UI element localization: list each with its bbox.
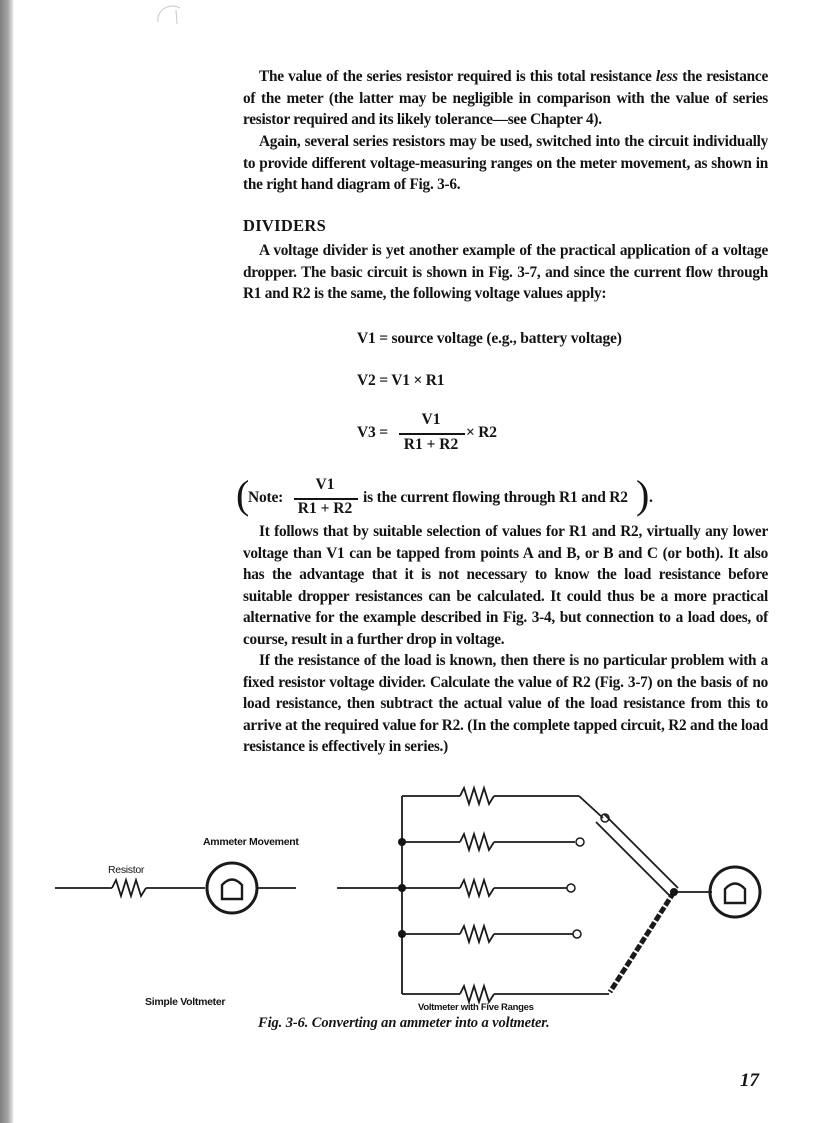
simple-voltmeter-circuit (55, 863, 296, 913)
note-close-paren: ) (636, 472, 650, 517)
paragraph-load-resistance: If the resistance of the load is known, then there is no particular problem with a fixed resistor voltage divider. Calculate the value of R2 (Fig. 3-7) on the basis of no load resistance, then subtract the actual value of the load resistance from this to arrive at the required value for R2. (In the complete tapped circuit, R2 and the load resistance is effectively in series.) (243, 652, 768, 756)
note-denominator: R1 + R2 (297, 500, 353, 517)
figure-3-6-circuits (0, 770, 816, 1010)
paragraph-selection-of-values: It follows that by suitable selection of values for R1 and R2, virtually any lower voltage than V1 can be tapped from points A and B, or B and C (or both). It also has the advantage that it is not necessary to know the load resistance before suitable dropper resistances can be calculated. It could thus be a more practical alternative for the example described in Fig. 3-4, but connection to a load does, of course, result in a further drop in voltage. (243, 523, 768, 648)
junction-dot (398, 930, 406, 938)
note-numerator: V1 (315, 476, 335, 493)
section-heading: DIVIDERS (243, 216, 327, 235)
figure-caption: Fig. 3-6. Converting an ammeter into a voltmeter. (258, 1015, 550, 1031)
equation-v3-denominator: R1 + R2 (403, 436, 459, 453)
five-range-voltmeter-circuit (337, 788, 760, 1002)
range-switch-wiper (610, 892, 674, 992)
label-five-ranges: Voltmeter with Five Ranges (418, 1002, 534, 1013)
paragraph-multiple-resistors: Again, several series resistors may be used, switched into the circuit individually to provide different voltage-measuring ranges on the meter movement, as shown in the right hand diagram of Fig. 3-6. (243, 133, 768, 194)
note-text: is the current flowing through R1 and R2 (363, 489, 628, 506)
junction-dot (398, 884, 406, 892)
note-open-paren: ( (236, 472, 250, 517)
junction-dot (398, 838, 406, 846)
equation-v1: V1 = source voltage (e.g., battery voltage) (357, 330, 622, 347)
switch-pivot (670, 888, 678, 896)
label-ammeter-movement: Ammeter Movement (203, 836, 299, 848)
note-label: Note: (248, 489, 284, 506)
label-simple-voltmeter: Simple Voltmeter (145, 996, 226, 1008)
paragraph-voltage-divider: A voltage divider is yet another example of the practical application of a voltage dropper. The basic circuit is shown in Fig. 3-7, and since the current flow through R1 and R2 is the same, the following voltage values apply: (243, 242, 768, 303)
label-resistor: Resistor (108, 864, 145, 876)
equation-v3-rhs: × R2 (466, 424, 497, 441)
equation-v2: V2 = V1 × R1 (357, 372, 445, 389)
page-number: 17 (740, 1070, 759, 1091)
paragraph-series-resistor: The value of the series resistor required is this total resistance less the resistance of the meter (the latter may be negligible in comparison with the value of series resistor required and its likely tolerance—see Chapter 4). (243, 68, 768, 129)
equation-v3-lhs: V3 = (357, 424, 388, 441)
equation-v3-fraction-bar (399, 433, 465, 435)
equation-v3-numerator: V1 (421, 411, 441, 428)
pencil-mark (150, 0, 190, 30)
note-period: . (649, 489, 653, 506)
